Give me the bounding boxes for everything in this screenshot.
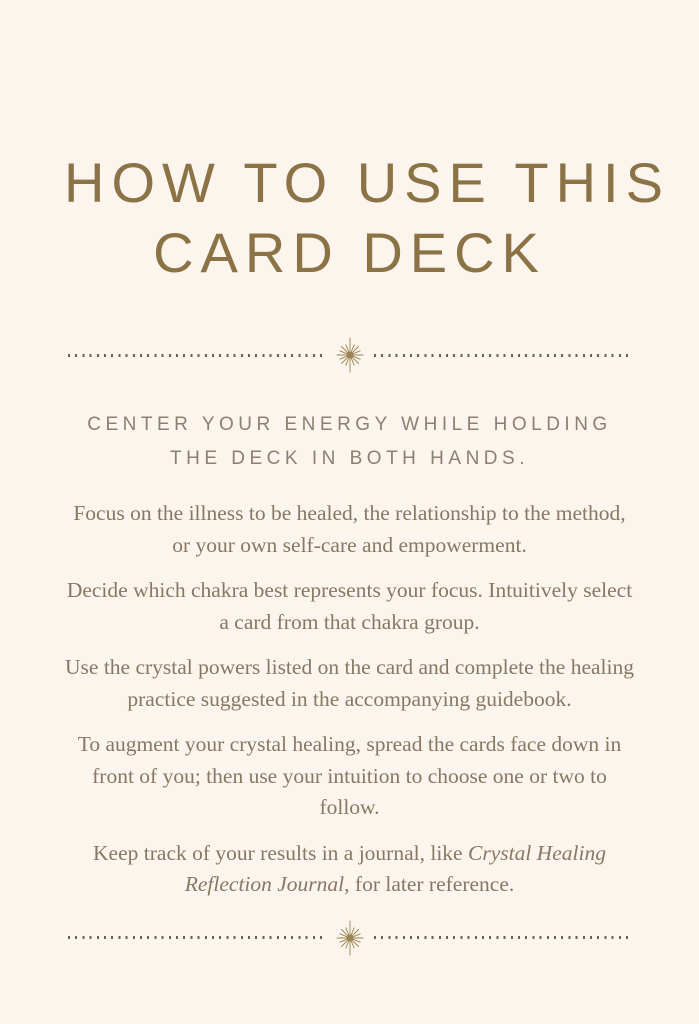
instruction-body — [64, 498, 635, 901]
journal-text-suffix: , for later reference. — [344, 872, 515, 896]
dotted-rule-right — [374, 936, 632, 939]
top-divider — [68, 344, 631, 366]
instruction-paragraph-journal — [64, 838, 635, 901]
instruction-paragraph: Focus on the illness to be healed, the relationship to the method, or your own self-care and empowerment. — [73, 501, 626, 557]
starburst-icon — [331, 336, 369, 374]
instruction-paragraph: To augment your crystal healing, spread the cards face down in front of you; then use your intuition to choose one or two to follow. — [77, 732, 622, 819]
dotted-rule-right — [374, 354, 632, 357]
instruction-lead: CENTER YOUR ENERGY WHILE HOLDING THE DECK IN BOTH HANDS. — [87, 414, 612, 469]
dotted-rule-left — [68, 354, 326, 357]
dotted-rule-left — [68, 936, 326, 939]
page-title-line-1: HOW TO USE THIS — [64, 151, 670, 214]
page-title — [64, 148, 670, 288]
journal-title-italic: Crystal Healing Reflection Journal — [184, 840, 606, 896]
bottom-divider — [68, 927, 631, 949]
instruction-paragraph: Decide which chakra best represents your focus. Intuitively select a card from that chakra group. — [66, 578, 633, 634]
starburst-icon — [331, 919, 369, 957]
page-title-line-2: CARD DECK — [153, 221, 546, 284]
journal-text-prefix: Keep track of your results in a journal, like — [93, 840, 468, 865]
instruction-paragraph: Use the crystal powers listed on the card and complete the healing practice suggested in the accompanying guidebook. — [65, 655, 634, 711]
